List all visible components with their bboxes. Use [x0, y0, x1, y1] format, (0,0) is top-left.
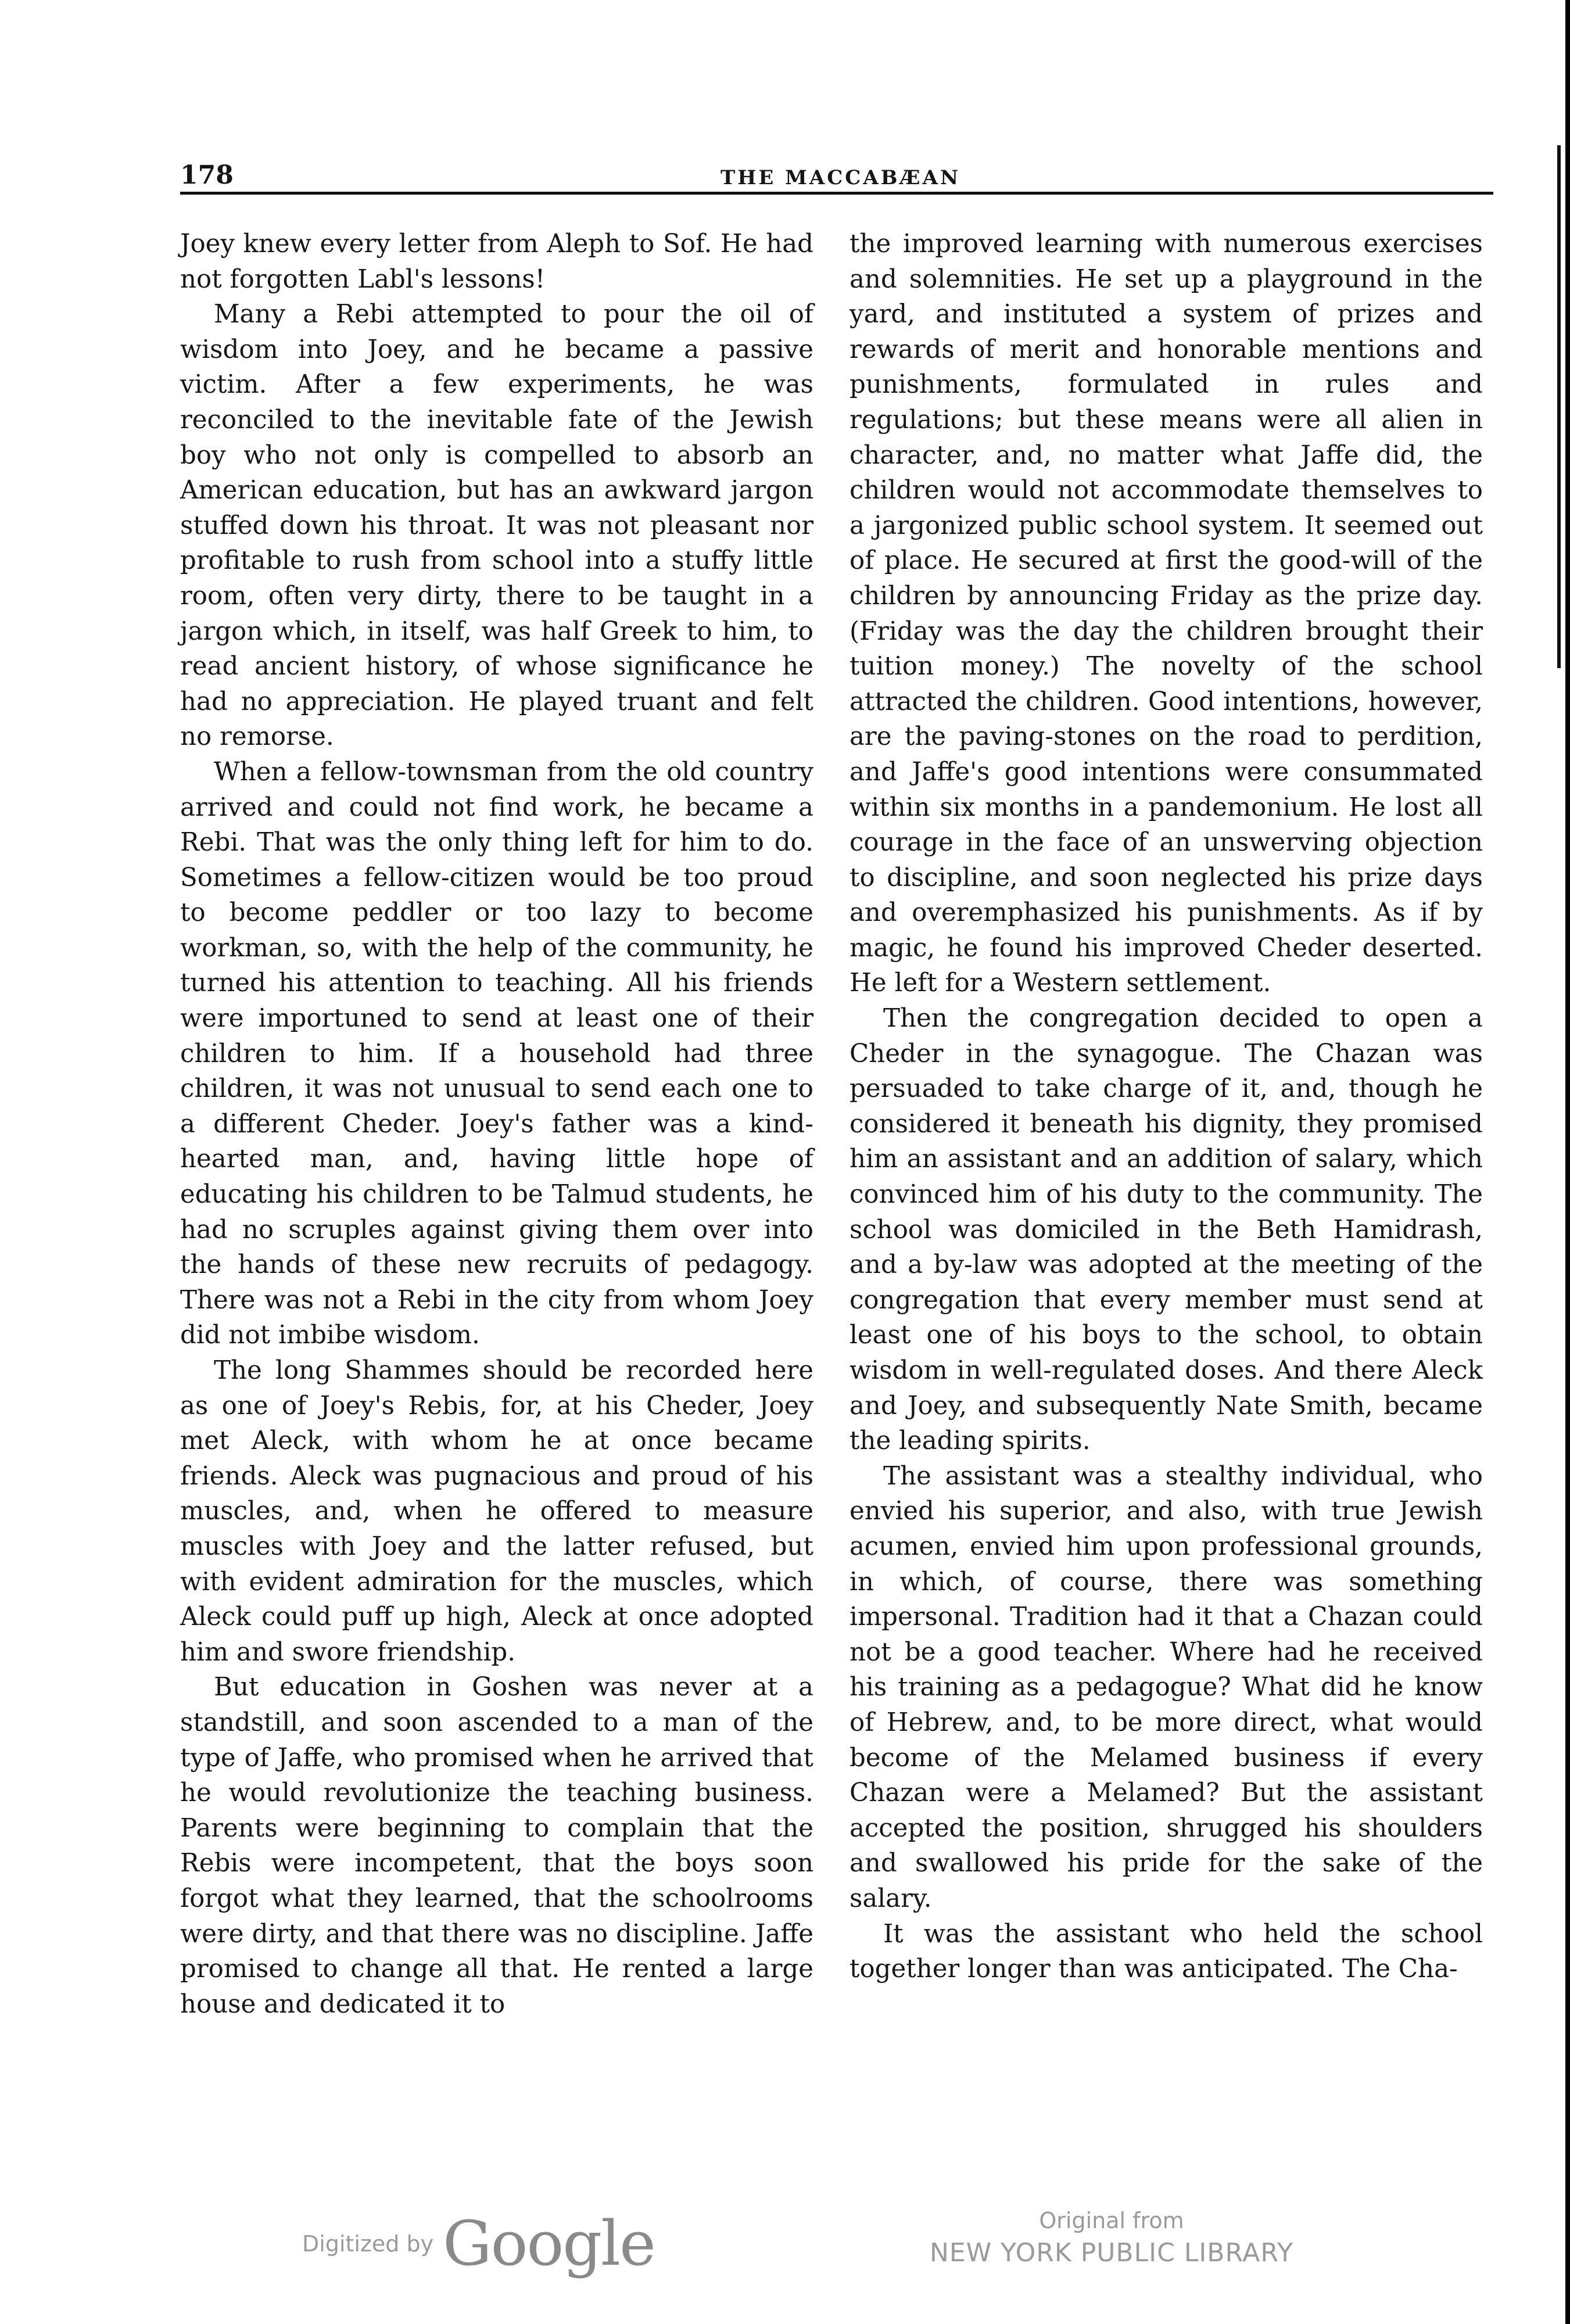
header-rule — [180, 192, 1493, 195]
left-column — [180, 227, 813, 2022]
page-header — [180, 160, 1493, 189]
paragraph: The long Shammes should be recorded here as one of Joey's Rebis, for, at his Cheder, Joey met Aleck, with whom he at once became friends. Aleck was pugnacious and proud of his muscles, and, when he offered to measure muscles with Joey and the latter refused, but with evident admiration for the muscles, which Aleck could puff up high, Aleck at once adopted him and swore friendship. — [180, 1356, 813, 1667]
paragraph: When a fellow-townsman from the old country arrived and could not find work, he became a Rebi. That was the only thing left for him to do. Sometimes a fellow-citizen would be too proud to become peddler or too lazy to become workman, so, with the help of the community, he turned his attention to teaching. All his friends were importuned to send at least one of their children to him. If a household had three children, it was not unusual to send each one to a different Cheder. Joey's father was a kind-hearted man, and, having little hope of educating his children to be Talmud students, he had no scruples against giving them over into the hands of these new recruits of pedagogy. There was not a Rebi in the city from whom Joey did not imbibe wisdom. — [180, 757, 813, 1350]
scan-edge — [1565, 0, 1570, 2324]
paragraph: Then the congregation decided to open a Cheder in the synagogue. The Chazan was persuaded to take charge of it, and, though he considered it beneath his dignity, they promised him an assistant and an addition of salary, which convinced him of his duty to the community. The school was domiciled in the Beth Hamidrash, and a by-law was adopted at the meeting of the congregation that every member must send at least one of his boys to the school, to obtain wisdom in well-regulated doses. And there Aleck and Joey, and subsequently Nate Smith, became the leading spirits. — [849, 1004, 1483, 1456]
page-number: 178 — [180, 160, 234, 190]
running-head: THE MACCABÆAN — [721, 166, 961, 189]
paragraph: It was the assistant who held the school together longer than was anticipated. The Cha- — [849, 1919, 1483, 1984]
right-column — [849, 227, 1483, 1987]
google-logo: Google — [443, 2208, 655, 2279]
digitized-by-label: Digitized by — [302, 2231, 434, 2257]
paragraph: the improved learning with numerous exercises and solemnities. He set up a playground in the yard, and instituted a system of prizes and rewards of merit and honorable mentions and punishments, formulated in rules and regulations; but these means were all alien in character, and, no matter what Jaffe did, the children would not accommodate themselves to a jargonized public school system. It seemed out of place. He secured at first the good-will of the children by announcing Friday as the prize day. (Friday was the day the children brought their tuition money.) The novelty of the school attracted the children. Good intentions, however, are the paving-stones on the road to perdition, and Jaffe's good intentions were consummated within six months in a pandemonium. He lost all courage in the face of an unswerving objection to discipline, and soon neglected his prize days and overemphasized his punishments. As if by magic, he found his improved Cheder deserted. He left for a Western settlement. — [849, 229, 1483, 998]
library-name: NEW YORK PUBLIC LIBRARY — [929, 2238, 1294, 2268]
scan-edge-shadow — [1557, 145, 1561, 668]
paragraph: The assistant was a stealthy individual, who envied his superior, and also, with true Jewish acumen, envied him upon professional grounds, in which, of course, there was something impersonal. Tradition had it that a Chazan could not be a good teacher. Where had he received his training as a pedagogue? What did he know of Hebrew, and, to be more direct, what would become of the Melamed business if every Chazan were a Melamed? But the assistant accepted the position, shrugged his shoulders and swallowed his pride for the sake of the salary. — [849, 1461, 1483, 1913]
paragraph: Joey knew every letter from Aleph to Sof. He had not forgotten Labl's lessons! — [180, 229, 813, 294]
original-from-label: Original from — [1039, 2208, 1184, 2233]
paragraph: Many a Rebi attempted to pour the oil of wisdom into Joey, and he became a passive victim. After a few experiments, he was reconciled to the inevitable fate of the Jewish boy who not only is compelled to absorb an American education, but has an awkward jargon stuffed down his throat. It was not pleasant nor profitable to rush from school into a stuffy little room, often very dirty, there to be taught in a jargon which, in itself, was half Greek to him, to read ancient history, of whose significance he had no appreciation. He played truant and felt no remorse. — [180, 300, 813, 752]
paragraph: But education in Goshen was never at a standstill, and soon ascended to a man of the type of Jaffe, who promised when he arrived that he would revolutionize the teaching business. Parents were beginning to complain that the Rebis were incompetent, that the boys soon forgot what they learned, that the schoolrooms were dirty, and that there was no discipline. Jaffe promised to change all that. He rented a large house and dedicated it to — [180, 1673, 813, 2019]
